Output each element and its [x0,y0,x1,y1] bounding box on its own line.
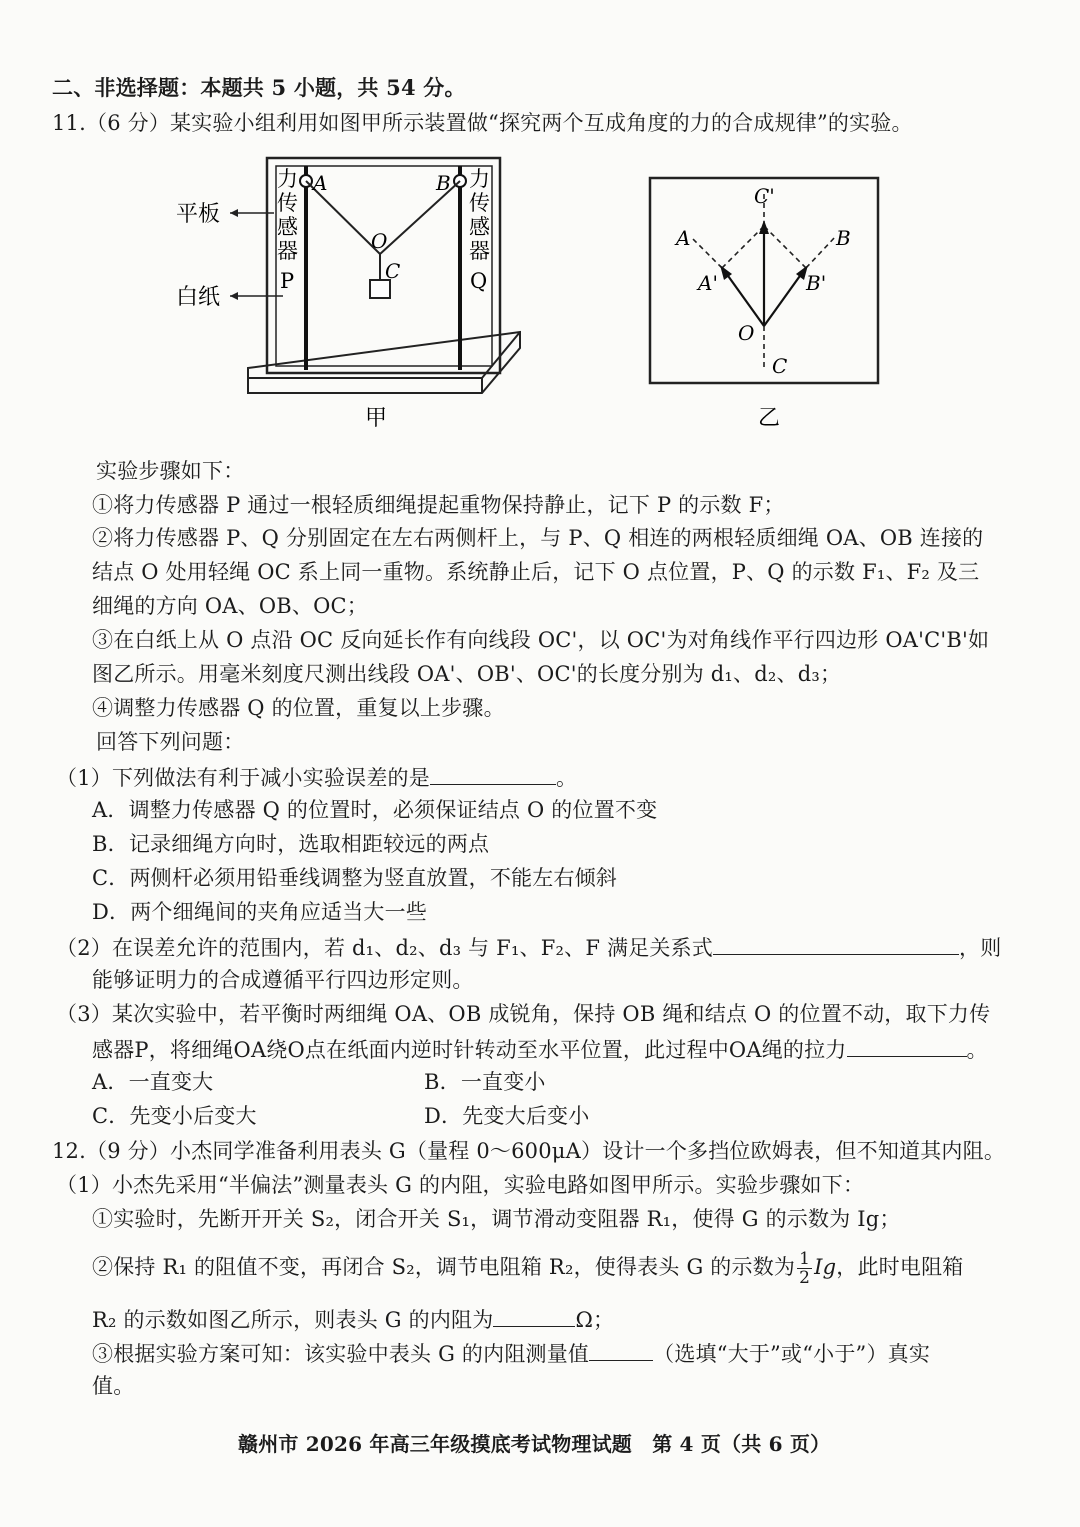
page-footer: 赣州市 2026 年高三年级摸底考试物理试题 第 4 页（共 6 页） [238,1432,831,1456]
sensor-q-2: 传 [469,191,490,215]
figure-jia [170,150,530,435]
sensor-q-3: 感 [469,215,490,239]
unit-ohm: Ω； [575,1308,615,1332]
q11-part1-text: （1）下列做法有利于减小实验误差的是 [56,766,430,790]
sensor-p-1: 力 [277,167,298,191]
q11-stem: 11.（6 分）某实验小组利用如图甲所示装置做“探究两个互成角度的力的合成规律”的实验。 [52,111,913,135]
vec-c: C [772,354,788,378]
sensor-q-4: 器 [469,239,490,263]
q11-part2-tail: ，则 [959,936,1002,960]
q11-3-option-b: B．一直变小 [424,1070,546,1094]
vec-b-prime: B' [806,271,827,295]
q11-1-option-b: B．记录细绳方向时，选取相距较远的两点 [92,832,490,856]
q12-step-2-line-2 [92,1302,614,1336]
step-1: ①将力传感器 P 通过一根轻质细绳提起重物保持静止，记下 P 的示数 F； [92,493,785,517]
q12-part1: （1）小杰先采用“半偏法”测量表头 G 的内阻，实验电路如图甲所示。实验步骤如下： [56,1173,865,1197]
q11-3-option-a: A．一直变大 [92,1070,214,1094]
fraction-half [797,1250,812,1287]
steps-title: 实验步骤如下： [96,459,245,483]
q11-part3-text: 感器P，将细绳OA绕O点在纸面内逆时针转动至水平位置，此过程中OA绳的拉力 [92,1038,847,1062]
sensor-q-1: 力 [469,167,490,191]
q12-step-2-text-2: R₂ 的示数如图乙所示，则表头 G 的内阻为 [92,1308,494,1332]
step-4: ④调整力传感器 Q 的位置，重复以上步骤。 [92,696,505,720]
vec-c-prime: C' [754,184,775,208]
step-3-line-1: ③在白纸上从 O 点沿 OC 反向延长作有向线段 OC'，以 OC'为对角线作平行四边形 OA'C'B'如 [92,628,990,652]
step-2-line-2: 结点 O 处用轻绳 OC 系上同一重物。系统静止后，记下 O 点位置，P、Q 的示数 F₁、F₂ 及三 [92,560,980,584]
q11-part3-line-2 [92,1032,988,1066]
q12-step-3-tail: （选填“大于”或“小于”）真实 [653,1342,931,1366]
caption-jia: 甲 [365,406,388,431]
q11-part2-text: （2）在误差允许的范围内，若 d₁、d₂、d₃ 与 F₁、F₂、F 满足关系式 [56,936,713,960]
q11-1-option-d: D．两个细绳间的夹角应适当大一些 [92,900,428,924]
q12-step-1: ①实验时，先断开开关 S₂，闭合开关 S₁，调节滑动变阻器 R₁，使得 G 的示数为 Ig； [92,1207,901,1231]
point-o: O [371,229,388,253]
answer-blank-q11-1[interactable] [430,760,556,785]
q11-3-option-c: C．先变小后变大 [92,1104,257,1128]
sensor-q-5: Q [470,269,488,293]
answer-title: 回答下列问题： [96,730,245,754]
label-paper: 白纸 [176,285,221,310]
point-b: B [436,171,451,195]
q11-1-option-a: A．调整力传感器 Q 的位置时，必须保证结点 O 的位置不变 [92,798,658,822]
vec-o: O [738,321,755,345]
step-2-line-3: 细绳的方向 OA、OB、OC； [92,594,368,618]
q11-part1-end: 。 [555,766,578,790]
q11-3-option-d: D．先变大后变小 [424,1104,590,1128]
sensor-p-4: 器 [277,239,298,263]
vec-a: A [676,226,691,250]
q11-part3-line-1: （3）某次实验中，若平衡时两细绳 OA、OB 成锐角，保持 OB 绳和结点 O 的位置不动，取下力传 [56,1002,991,1026]
answer-blank-q12-1[interactable] [493,1302,575,1327]
q12-step-2-text: ②保持 R₁ 的阻值不变，再闭合 S₂，调节电阻箱 R₂，使得表头 G 的示数为 [92,1255,796,1279]
sensor-p-3: 感 [277,215,298,239]
answer-blank-q11-3[interactable] [847,1032,967,1057]
vec-a-prime: A' [698,271,718,295]
figure-yi [640,170,890,430]
ig-symbol: Ig [814,1255,837,1279]
point-c: C [385,259,401,283]
point-a: A [313,171,328,195]
q11-part1 [56,760,577,794]
section-header: 二、非选择题：本题共 5 小题，共 54 分。 [52,75,466,100]
q12-stem: 12.（9 分）小杰同学准备利用表头 G（量程 0～600μA）设计一个多挡位欧姆表，但不知道其内阻。 [52,1139,1006,1163]
fraction-num: 1 [799,1249,811,1269]
step-2-line-1: ②将力传感器 P、Q 分别固定在左右两侧杆上，与 P、Q 相连的两根轻质细绳 OA、OB 连接的 [92,526,984,550]
q11-part3-end: 。 [966,1038,988,1062]
label-board: 平板 [176,202,221,227]
sensor-p-5: P [280,269,295,293]
q11-part2 [56,930,1001,964]
vec-b: B [836,226,851,250]
caption-yi: 乙 [758,406,781,430]
step-3-line-2: 图乙所示。用毫米刻度尺测出线段 OA'、OB'、OC'的长度分别为 d₁、d₂、d₃； [92,662,842,686]
fraction-den: 2 [799,1268,811,1288]
q12-step-3-line-2: 值。 [92,1374,135,1398]
q11-1-option-c: C．两侧杆必须用铅垂线调整为竖直放置，不能左右倾斜 [92,866,618,890]
q12-step-3-line-1 [92,1336,930,1370]
q12-step-2-tail: ，此时电阻箱 [836,1255,964,1279]
answer-blank-q11-2[interactable] [713,930,959,955]
sensor-p-2: 传 [277,191,298,215]
answer-blank-q12-2[interactable] [589,1336,653,1361]
q12-step-3-text: ③根据实验方案可知：该实验中表头 G 的内阻测量值 [92,1342,590,1366]
q12-step-2-line-1 [92,1250,963,1287]
q11-part2-line-2: 能够证明力的合成遵循平行四边形定则。 [92,968,474,992]
